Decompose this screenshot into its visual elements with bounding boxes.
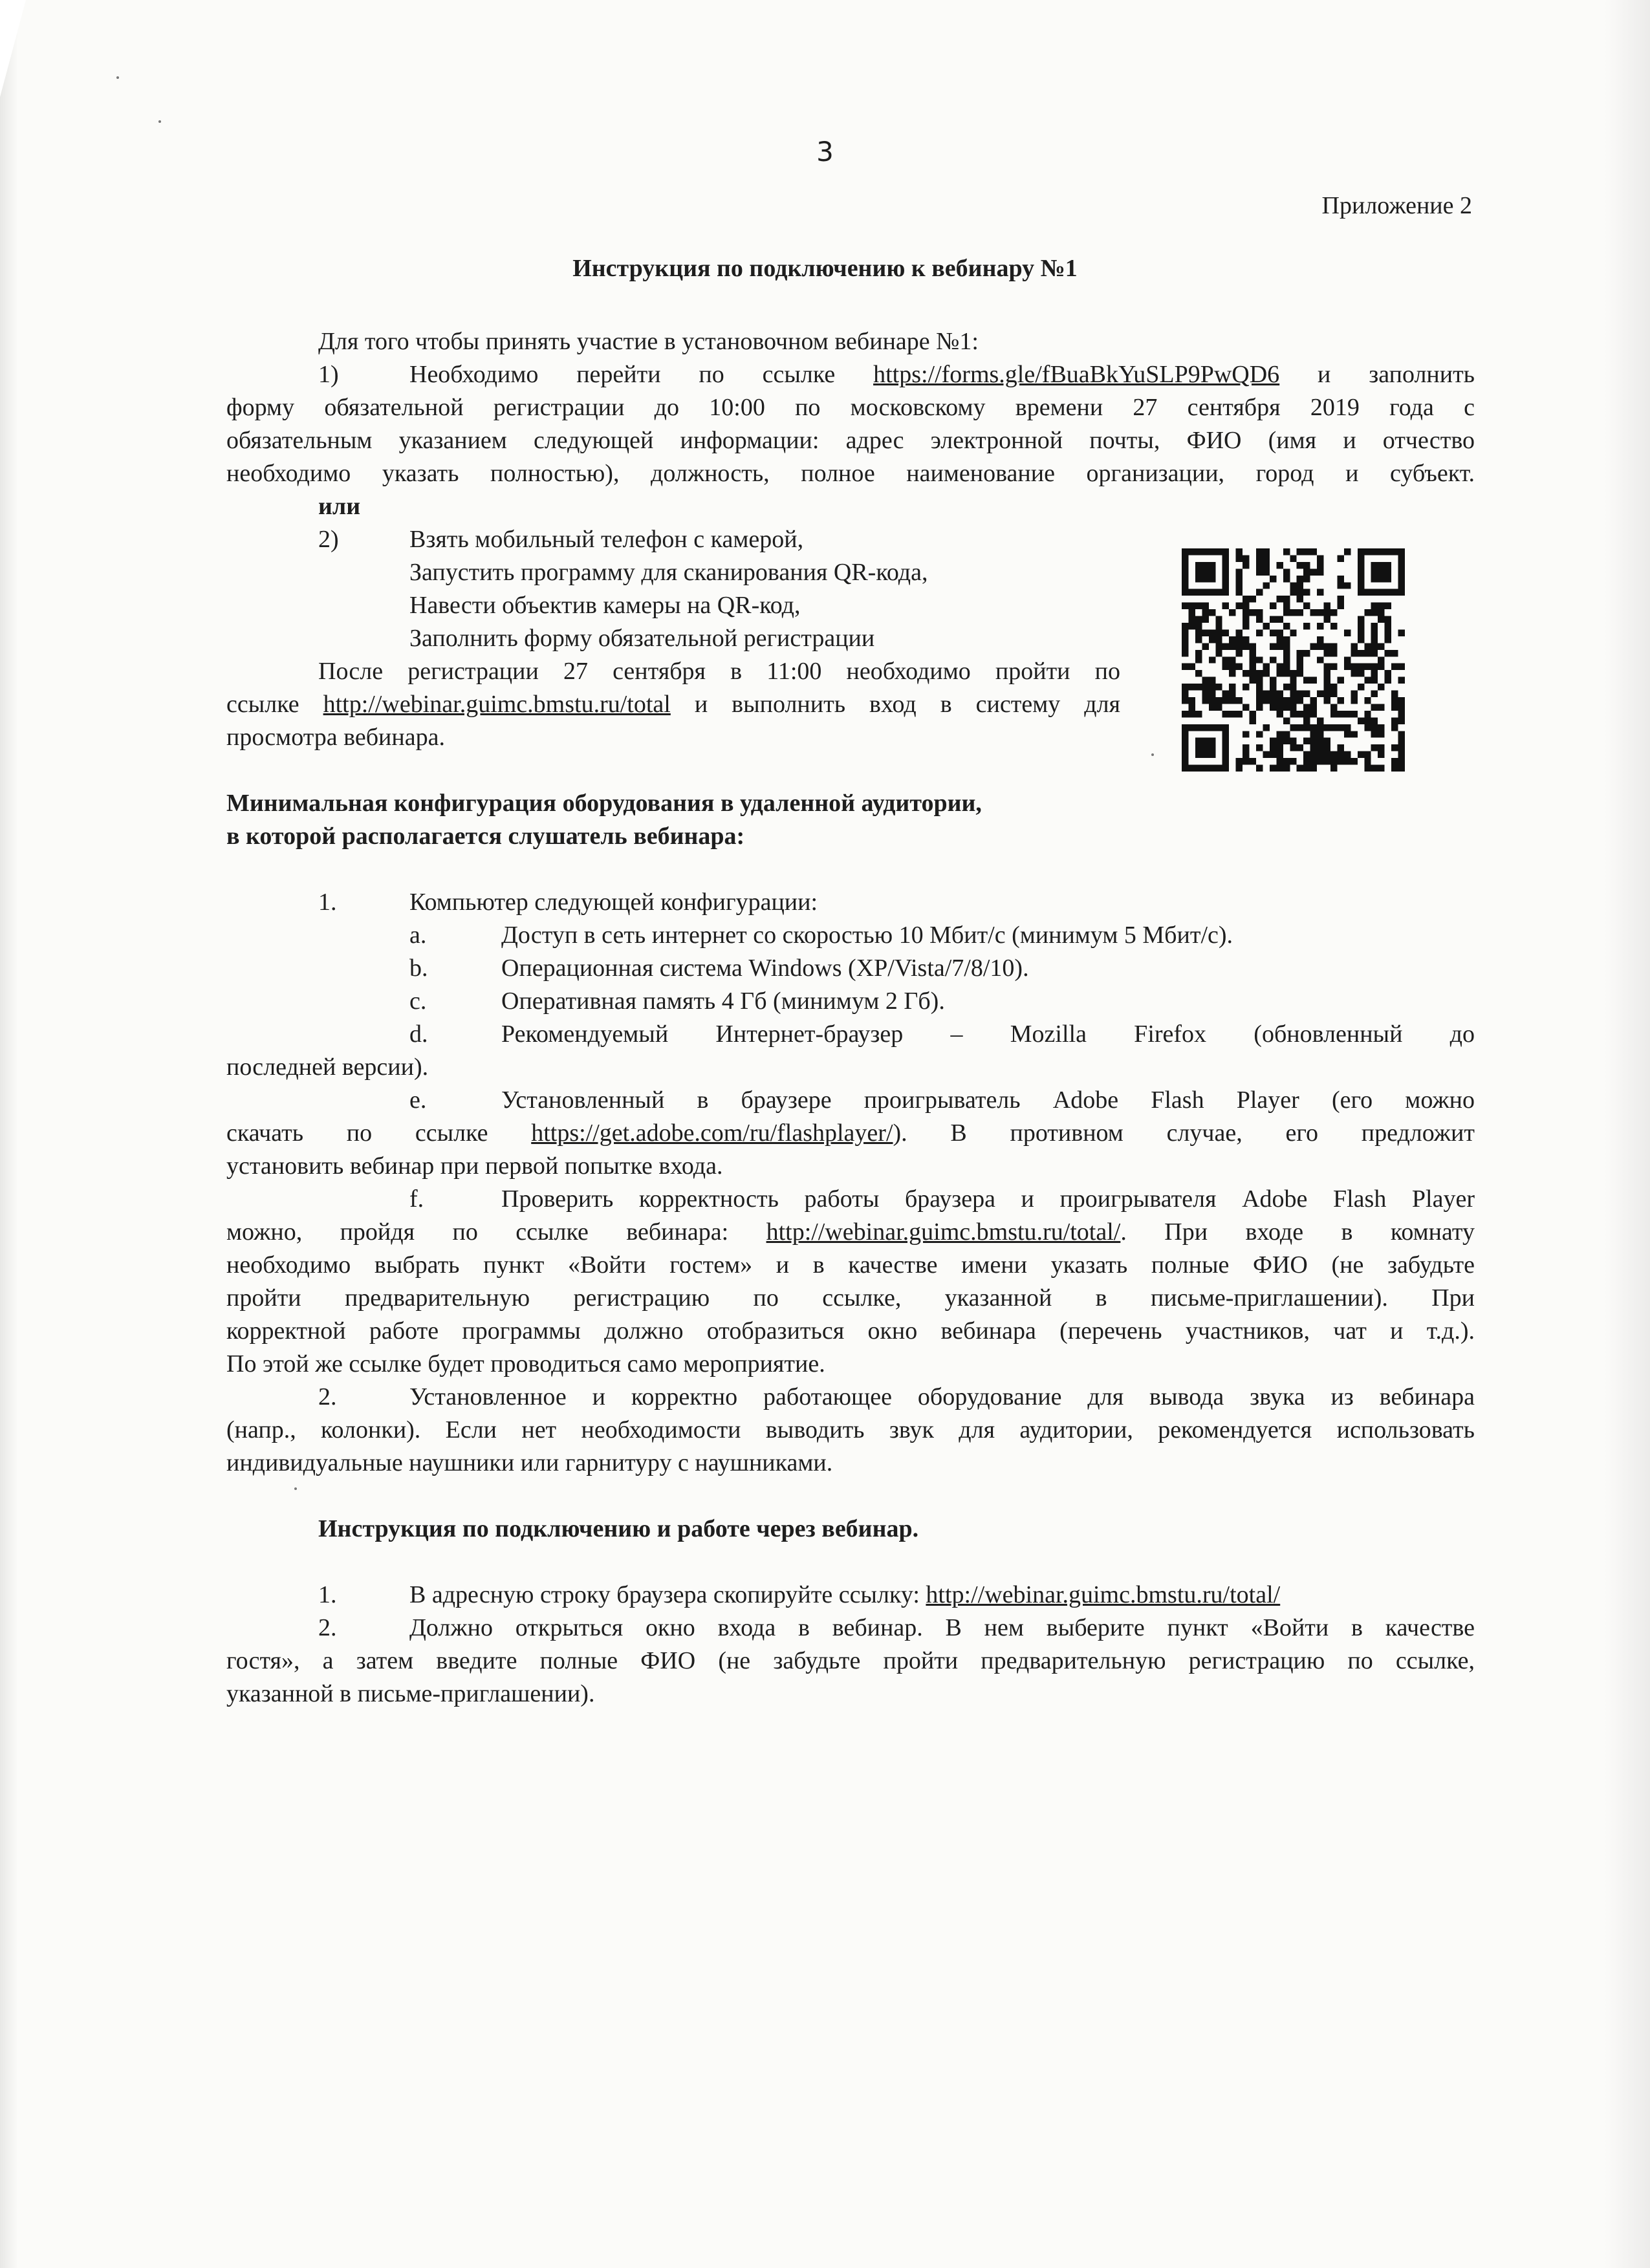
config-sub-e-line3: установить вебинар при первой попытке входа. xyxy=(226,1152,723,1180)
config-sub-d-line1: Рекомендуемый Интернет-браузер – Mozilla Firefox (обновленный до xyxy=(501,1021,1475,1048)
webinar-item2-line2: гостя», а затем введите полные ФИО (не забудьте пройти предварительную регистрацию по ссылке, xyxy=(226,1647,1475,1674)
config-sub-a-marker: a. xyxy=(409,922,427,949)
config-item2-line3: индивидуальные наушники или гарнитуру с наушниками. xyxy=(226,1449,833,1476)
webinar-instructions-heading: Инструкция по подключению и работе через вебинар. xyxy=(318,1515,919,1542)
step2-item: Заполнить форму обязательной регистрации xyxy=(409,625,875,652)
step1-line1-suffix: и заполнить xyxy=(1318,361,1475,388)
config-sub-f-line1: Проверить корректность работы браузера и проигрывателя Adobe Flash Player xyxy=(501,1185,1475,1213)
config-sub-e-line2 xyxy=(226,1117,1475,1150)
step1-line1-prefix: Необходимо перейти по ссылке xyxy=(409,361,836,388)
step2-number: 2) xyxy=(318,526,339,553)
flashplayer-link[interactable]: https://get.adobe.com/ru/flashplayer/ xyxy=(531,1119,893,1147)
config-sub-b-marker: b. xyxy=(409,955,428,982)
webinar-item1-text xyxy=(409,1579,1280,1612)
after-registration-line2-prefix: ссылке xyxy=(226,691,299,718)
scan-speck xyxy=(294,1487,297,1490)
scan-speck xyxy=(1151,753,1154,756)
scan-shadow-left xyxy=(0,0,18,2268)
config-sub-c-marker: c. xyxy=(409,988,427,1015)
config-item1-number: 1. xyxy=(318,889,337,916)
config-sub-d-line2: последней версии). xyxy=(226,1053,429,1081)
or-label: или xyxy=(318,493,361,520)
config-sub-b-text: Операционная система Windows (XP/Vista/7/8/10). xyxy=(501,955,1029,982)
scan-shadow-right xyxy=(1605,0,1650,2268)
step1-line4: необходимо указать полностью), должность, полное наименование организации, город и субъект. xyxy=(226,460,1475,487)
config-item1-text: Компьютер следующей конфигурации: xyxy=(409,889,818,916)
step1-line2: форму обязательной регистрации до 10:00 по московскому времени 27 сентября 2019 года с xyxy=(226,394,1475,421)
config-sub-c-text: Оперативная память 4 Гб (минимум 2 Гб). xyxy=(501,988,945,1015)
webinar-item2-line1: Должно открыться окно входа в вебинар. В нем выберите пункт «Войти в качестве xyxy=(409,1614,1475,1641)
config-sub-e-marker: e. xyxy=(409,1086,427,1114)
webinar-check-link[interactable]: http://webinar.guimc.bmstu.ru/total/ xyxy=(766,1218,1121,1246)
config-item2-line2: (напр., колонки). Если нет необходимости выводить звук для аудитории, рекомендуется использовать xyxy=(226,1416,1475,1443)
config-sub-f-line3: необходимо выбрать пункт «Войти гостем» и в качестве имени указать полные ФИО (не забудьте xyxy=(226,1251,1475,1279)
config-sub-f-line2 xyxy=(226,1216,1475,1249)
config-sub-f-line5: корректной работе программы должно отобразиться окно вебинара (перечень участников, чат и т.д.). xyxy=(226,1317,1475,1345)
webinar-item2-line3: указанной в письме-приглашении). xyxy=(226,1680,595,1707)
after-registration-line2-suffix: и выполнить вход в систему для xyxy=(694,691,1121,718)
config-sub-d-marker: d. xyxy=(409,1021,428,1048)
config-sub-e-line2-suffix: ). В противном случае, его предложит xyxy=(893,1119,1475,1147)
after-registration-line3: просмотра вебинара. xyxy=(226,724,445,751)
step1-line3: обязательным указанием следующей информации: адрес электронной почты, ФИО (имя и отчество xyxy=(226,427,1475,454)
config-sub-e-line1: Установленный в браузере проигрыватель Adobe Flash Player (его можно xyxy=(501,1086,1475,1114)
config-sub-f-marker: f. xyxy=(409,1185,424,1213)
webinar-item2-number: 2. xyxy=(318,1614,337,1641)
config-sub-f-line6: По этой же ссылке будет проводиться само мероприятие. xyxy=(226,1350,825,1377)
webinar-link[interactable]: http://webinar.guimc.bmstu.ru/total xyxy=(323,691,671,718)
config-sub-f-line2-suffix: . При входе в комнату xyxy=(1120,1218,1475,1246)
scan-speck xyxy=(116,76,119,79)
intro-text: Для того чтобы принять участие в установочном вебинаре №1: xyxy=(318,328,979,355)
after-registration-line1: После регистрации 27 сентября в 11:00 необходимо пройти по xyxy=(318,658,1120,685)
step1-number: 1) xyxy=(318,361,339,388)
registration-form-link[interactable]: https://forms.gle/fBuaBkYuSLP9PwQD6 xyxy=(873,361,1280,388)
folded-corner xyxy=(0,0,26,97)
config-sub-a-text: Доступ в сеть интернет со скоростью 10 Мбит/с (минимум 5 Мбит/с). xyxy=(501,922,1233,949)
config-sub-f-line4: пройти предварительную регистрацию по ссылке, указанной в письме-приглашении). При xyxy=(226,1284,1475,1312)
scan-speck xyxy=(158,120,161,123)
webinar-item1-number: 1. xyxy=(318,1581,337,1608)
step1-line1 xyxy=(409,358,1475,391)
appendix-label: Приложение 2 xyxy=(1321,192,1472,219)
config-item2-line1: Установленное и корректно работающее оборудование для вывода звука из вебинара xyxy=(409,1383,1475,1410)
step2-item: Запустить программу для сканирования QR-кода, xyxy=(409,559,928,586)
min-config-heading: в которой располагается слушатель вебинара: xyxy=(226,823,745,850)
qr-code-icon xyxy=(1182,548,1405,772)
webinar-total-link[interactable]: http://webinar.guimc.bmstu.ru/total/ xyxy=(926,1581,1281,1608)
document-title: Инструкция по подключению к вебинару №1 xyxy=(572,255,1078,282)
config-item2-number: 2. xyxy=(318,1383,337,1410)
config-sub-e-line2-prefix: скачать по ссылке xyxy=(226,1119,488,1147)
min-config-heading: Минимальная конфигурация оборудования в удаленной аудитории, xyxy=(226,790,982,817)
webinar-item1-label: В адресную строку браузера скопируйте ссылку: xyxy=(409,1581,920,1608)
step2-item: Навести объектив камеры на QR-код, xyxy=(409,592,801,619)
page-number: 3 xyxy=(816,136,834,167)
after-registration-line2 xyxy=(226,688,1120,721)
config-sub-f-line2-prefix: можно, пройдя по ссылке вебинара: xyxy=(226,1218,729,1246)
step2-item: Взять мобильный телефон с камерой, xyxy=(409,526,804,553)
